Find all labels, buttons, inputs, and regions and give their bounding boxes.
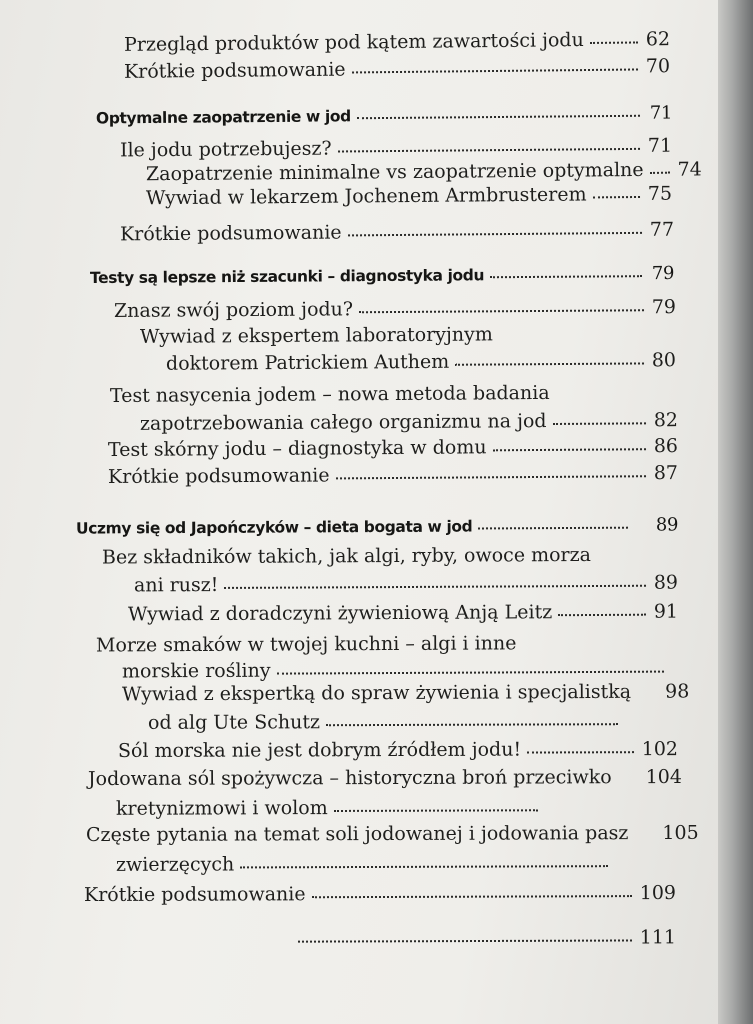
- toc-entry-page: 105: [662, 821, 699, 845]
- toc-entry-title: Bez składników takich, jak algi, ryby, owoce morza: [101, 543, 592, 569]
- leader-dots: [224, 585, 645, 589]
- toc-entry-page: 89: [653, 571, 679, 594]
- toc-entry: [96, 630, 676, 657]
- toc-entry: [118, 737, 678, 763]
- leader-dots: [277, 671, 664, 675]
- toc-entry: [108, 434, 678, 462]
- toc-entry-title: Krótkie podsumowanie: [107, 464, 330, 488]
- toc-entry: [121, 680, 690, 707]
- toc-entry-title: Jodowana sól spożywcza – historyczna broń przeciwko: [87, 766, 612, 791]
- leader-dots: [558, 614, 646, 616]
- toc-entry: [128, 600, 678, 627]
- toc-entry: [120, 218, 674, 247]
- toc-entry-title: Optymalne zaopatrzenie w jod: [95, 107, 351, 128]
- toc-entry-title: Zaopatrzenie minimalne vs zaopatrzenie optymalne: [145, 158, 644, 186]
- toc-entry: [114, 295, 676, 323]
- toc-entry: [116, 795, 546, 821]
- leader-dots: [590, 41, 638, 44]
- toc-entry-title: zwierzęcych: [115, 853, 235, 876]
- toc-entry-title: Wywiad z doradczyni żywieniową Anją Leitz: [127, 601, 553, 626]
- leader-dots: [326, 723, 618, 726]
- toc-entry-title: Wywiad z ekspertką do spraw żywienia i specjalistką: [121, 680, 632, 706]
- toc-entry-page: 104: [645, 765, 682, 789]
- toc-entry-title: Krótkie podsumowanie: [123, 58, 346, 83]
- toc-entry: [140, 408, 678, 436]
- toc-entry: [84, 881, 676, 907]
- toc-entry-title: doktorem Patrickiem Authem: [165, 350, 450, 375]
- toc-entry: [87, 765, 682, 791]
- leader-dots: [334, 809, 538, 812]
- toc-entry-title: Test nasycenia jodem – nowa metoda badania: [109, 381, 550, 407]
- toc-entry-page: 86: [653, 435, 679, 458]
- leader-dots: [338, 148, 640, 153]
- toc-entry-title: Morze smaków w twojej kuchni – algi i inne: [95, 632, 517, 657]
- toc-entry-page: 74: [677, 158, 702, 181]
- leader-dots: [298, 939, 632, 942]
- toc-entry: [116, 851, 616, 877]
- toc-entry-title: Sól morska nie jest dobrym źródłem jodu!: [117, 738, 522, 762]
- toc-entry-page: 75: [647, 182, 673, 205]
- toc-entry-title: kretynizmowi i wolom: [115, 797, 328, 820]
- toc-entry-page: 91: [653, 600, 679, 623]
- leader-dots: [490, 275, 642, 278]
- toc-section-heading: [90, 262, 674, 290]
- toc-entry-page: 79: [651, 296, 677, 319]
- toc-entry-title: Uczmy się od Japończyków – dieta bogata w jod: [75, 517, 473, 538]
- toc-entry-page: 87: [653, 462, 679, 485]
- toc-entry-page: 62: [645, 28, 671, 51]
- toc-entry-title: Ile jodu potrzebujesz?: [119, 137, 332, 162]
- leader-dots: [593, 196, 640, 198]
- toc-entry-title: Wywiad z ekspertem laboratoryjnym: [139, 323, 493, 348]
- toc-entry-title: Krótkie podsumowanie: [83, 883, 306, 907]
- toc-entry: [166, 348, 676, 376]
- toc-entry-page: 82: [653, 409, 679, 432]
- toc-entry-title: Znasz swój poziom jodu?: [113, 298, 354, 322]
- leader-dots: [455, 362, 644, 365]
- leader-dots: [240, 865, 608, 868]
- leader-dots: [650, 172, 670, 174]
- toc-entry-page: 109: [639, 881, 677, 905]
- leader-dots: [336, 475, 646, 479]
- toc-entry-page: 80: [651, 349, 677, 372]
- leader-dots: [359, 309, 644, 313]
- leader-dots: [553, 422, 646, 425]
- leader-dots: [527, 751, 634, 753]
- toc-entry: [292, 925, 676, 950]
- leader-dots: [493, 448, 646, 451]
- page-edge-shadow: [718, 0, 753, 1024]
- toc-entry-title: Krótkie podsumowanie: [119, 221, 342, 246]
- toc-entry: [110, 380, 680, 408]
- toc-entry-page: 89: [655, 514, 679, 536]
- toc-section-heading: [76, 513, 678, 540]
- leader-dots: [312, 895, 632, 898]
- toc-entry-page: 71: [647, 134, 673, 157]
- toc-entry: [146, 182, 672, 211]
- toc-entry-title: Test skórny jodu – diagnostyka w domu: [107, 436, 487, 461]
- toc-entry-page: 98: [665, 680, 690, 703]
- toc-entry-title: zapotrzebowania całego organizmu na jod: [139, 410, 547, 435]
- toc-entry-title: Częste pytania na temat soli jodowanej i jodowania pasz: [85, 822, 629, 847]
- toc-entry-title: Wywiad w lekarzem Jochenem Armbrusterem: [145, 183, 587, 210]
- leader-dots: [478, 527, 628, 530]
- toc-entry-title: morskie rośliny: [121, 659, 271, 683]
- toc-entry-page: 71: [649, 102, 673, 124]
- toc-entry: [124, 54, 670, 84]
- toc-entry: [108, 461, 678, 489]
- toc-entry-page: 70: [645, 55, 671, 78]
- toc-entry-page: 111: [639, 926, 677, 949]
- toc-entry-title: ani rusz!: [133, 573, 219, 597]
- leader-dots: [352, 68, 638, 73]
- toc-entry: [102, 542, 678, 569]
- toc-entry-title: Przegląd produktów pod kątem zawartości jodu: [123, 29, 584, 56]
- toc-entry-page: 102: [641, 738, 679, 761]
- toc-entry: [140, 321, 680, 349]
- toc-entry-title: od alg Ute Schutz: [147, 711, 321, 734]
- toc-section-heading: [96, 101, 672, 130]
- toc-entry: [134, 571, 678, 598]
- toc-entry: [148, 709, 626, 735]
- toc-entry-page: 79: [651, 262, 675, 285]
- toc-entry-title: Testy są lepsze niż szacunki – diagnostyka jodu: [89, 266, 485, 288]
- toc-entry: [85, 821, 699, 847]
- leader-dots: [357, 115, 640, 119]
- toc-entry-page: 77: [649, 218, 675, 241]
- toc-entry: [124, 27, 670, 57]
- leader-dots: [348, 232, 642, 237]
